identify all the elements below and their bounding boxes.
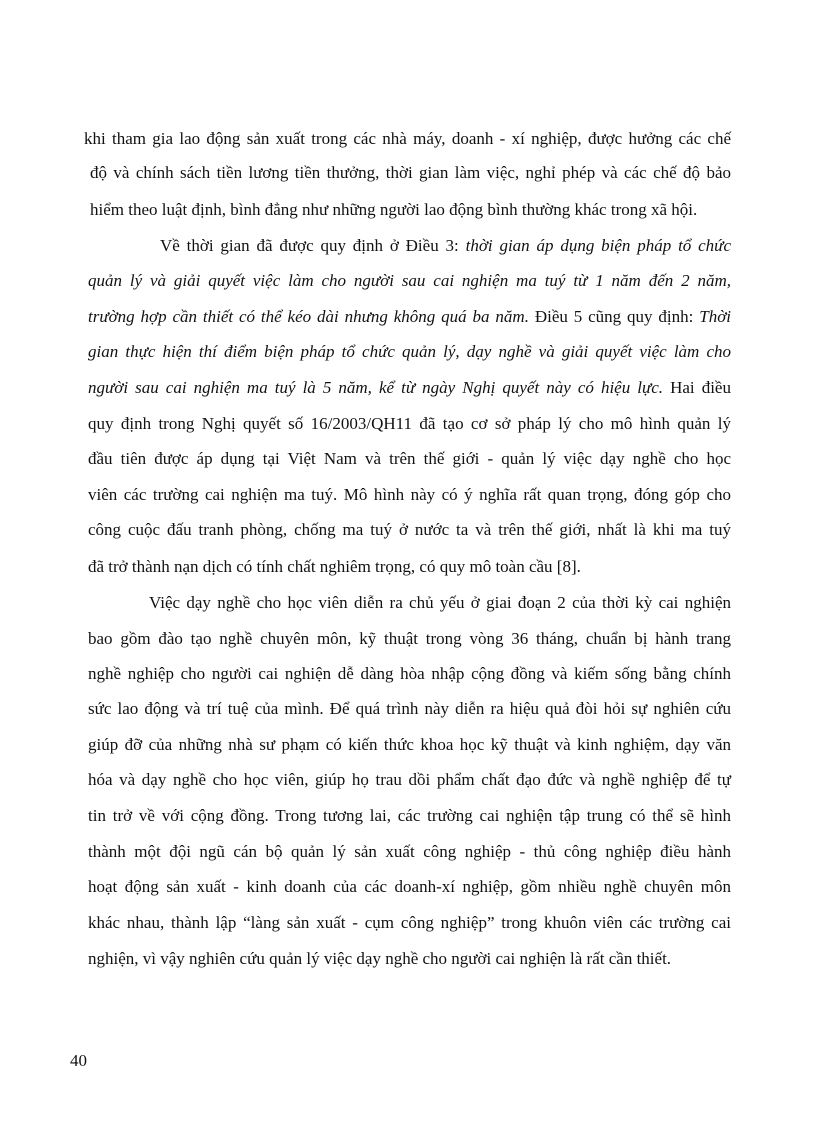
text-run: khi tham gia lao động sản xuất trong các nhà máy, doanh - xí nghiệp, được hưởng các chế	[84, 129, 731, 148]
text-line	[88, 341, 731, 363]
text-run: thành một đội ngũ cán bộ quản lý sản xuất công nghiệp - thủ công nghiệp điều hành	[88, 842, 731, 861]
text-line	[88, 948, 671, 970]
text-run: độ và chính sách tiền lương tiền thưởng, thời gian làm việc, nghỉ phép và các chế độ bảo	[90, 163, 731, 182]
text-line	[88, 912, 731, 934]
text-run: đã trở thành nạn dịch có tính chất nghiêm trọng, có quy mô toàn cầu [8].	[88, 557, 581, 576]
text-run: nghiện, vì vậy nghiên cứu quản lý việc dạy nghề cho người cai nghiện là rất cần thiết.	[88, 949, 672, 968]
text-line	[149, 592, 731, 614]
text-line	[88, 876, 731, 898]
italic-text: trường hợp cần thiết có thể kéo dài nhưng không quá ba năm.	[88, 307, 529, 326]
text-line	[90, 199, 697, 221]
text-line	[88, 484, 731, 506]
text-run: hóa và dạy nghề cho học viên, giúp họ trau dồi phẩm chất đạo đức và nghề nghiệp để tự	[88, 770, 731, 789]
text-run: viên các trường cai nghiện ma tuý. Mô hình này có ý nghĩa rất quan trọng, đóng góp cho	[88, 485, 731, 504]
text-run: công cuộc đấu tranh phòng, chống ma tuý ở nước ta và trên thế giới, nhất là khi ma tuý	[88, 520, 731, 539]
text-run: sức lao động và trí tuệ của mình. Để quá trình này diễn ra hiệu quả đòi hỏi sự nghiên cứu	[88, 699, 731, 718]
text-line	[88, 734, 731, 756]
text-line	[88, 628, 731, 650]
text-run: bao gồm đào tạo nghề chuyên môn, kỹ thuật trong vòng 36 tháng, chuẩn bị hành trang	[88, 629, 731, 648]
text-run: hoạt động sản xuất - kinh doanh của các doanh-xí nghiệp, gồm nhiều nghề chuyên môn	[88, 877, 731, 896]
text-line	[90, 162, 731, 184]
italic-text: Thời	[699, 307, 731, 326]
italic-text: gian thực hiện thí điểm biện pháp tổ chức quản lý, dạy nghề và giải quyết việc làm cho	[88, 342, 731, 361]
text-line	[88, 698, 731, 720]
text-run: đầu tiên được áp dụng tại Việt Nam và trên thế giới - quản lý việc dạy nghề cho học	[88, 449, 731, 468]
text-run: nghề nghiệp cho người cai nghiện dễ dàng hòa nhập cộng đồng và kiếm sống bằng chính	[88, 664, 731, 683]
text-run: hiểm theo luật định, bình đẳng như những người lao động bình thường khác trong xã hội.	[90, 200, 698, 219]
text-line	[88, 556, 581, 578]
italic-text: thời gian áp dụng biện pháp tổ chức	[465, 236, 731, 255]
text-line	[88, 270, 731, 292]
text-line	[88, 519, 731, 541]
text-line	[160, 235, 731, 257]
italic-text: quản lý và giải quyết việc làm cho người sau cai nghiện ma tuý từ 1 năm đến 2 năm,	[88, 271, 731, 290]
text-line	[88, 841, 731, 863]
text-line	[88, 448, 731, 470]
text-line	[88, 663, 731, 685]
text-run: Việc dạy nghề cho học viên diễn ra chủ yếu ở giai đoạn 2 của thời kỳ cai nghiện	[149, 593, 731, 612]
text-run: tin trở về với cộng đồng. Trong tương lai, các trường cai nghiện tập trung có thể sẽ hình	[88, 806, 731, 825]
text-line	[84, 128, 731, 150]
text-line	[88, 769, 731, 791]
text-run: giúp đỡ của những nhà sư phạm có kiến thức khoa học kỹ thuật và kinh nghiệm, dạy văn	[88, 735, 731, 754]
text-line	[88, 377, 731, 399]
text-run: quy định trong Nghị quyết số 16/2003/QH11 đã tạo cơ sở pháp lý cho mô hình quản lý	[88, 414, 731, 433]
text-run: Hai điều	[663, 378, 731, 397]
page-number: 40	[70, 1051, 87, 1070]
text-line	[88, 413, 731, 435]
text-run: Về thời gian đã được quy định ở Điều 3:	[160, 236, 466, 255]
text-line	[88, 805, 731, 827]
text-line	[88, 306, 731, 328]
italic-text: người sau cai nghiện ma tuý là 5 năm, kể từ ngày Nghị quyết này có hiệu lực.	[88, 378, 664, 397]
text-run: khác nhau, thành lập “làng sản xuất - cụm công nghiệp” trong khuôn viên các trường cai	[88, 913, 731, 932]
text-run: Điều 5 cũng quy định:	[528, 307, 700, 326]
